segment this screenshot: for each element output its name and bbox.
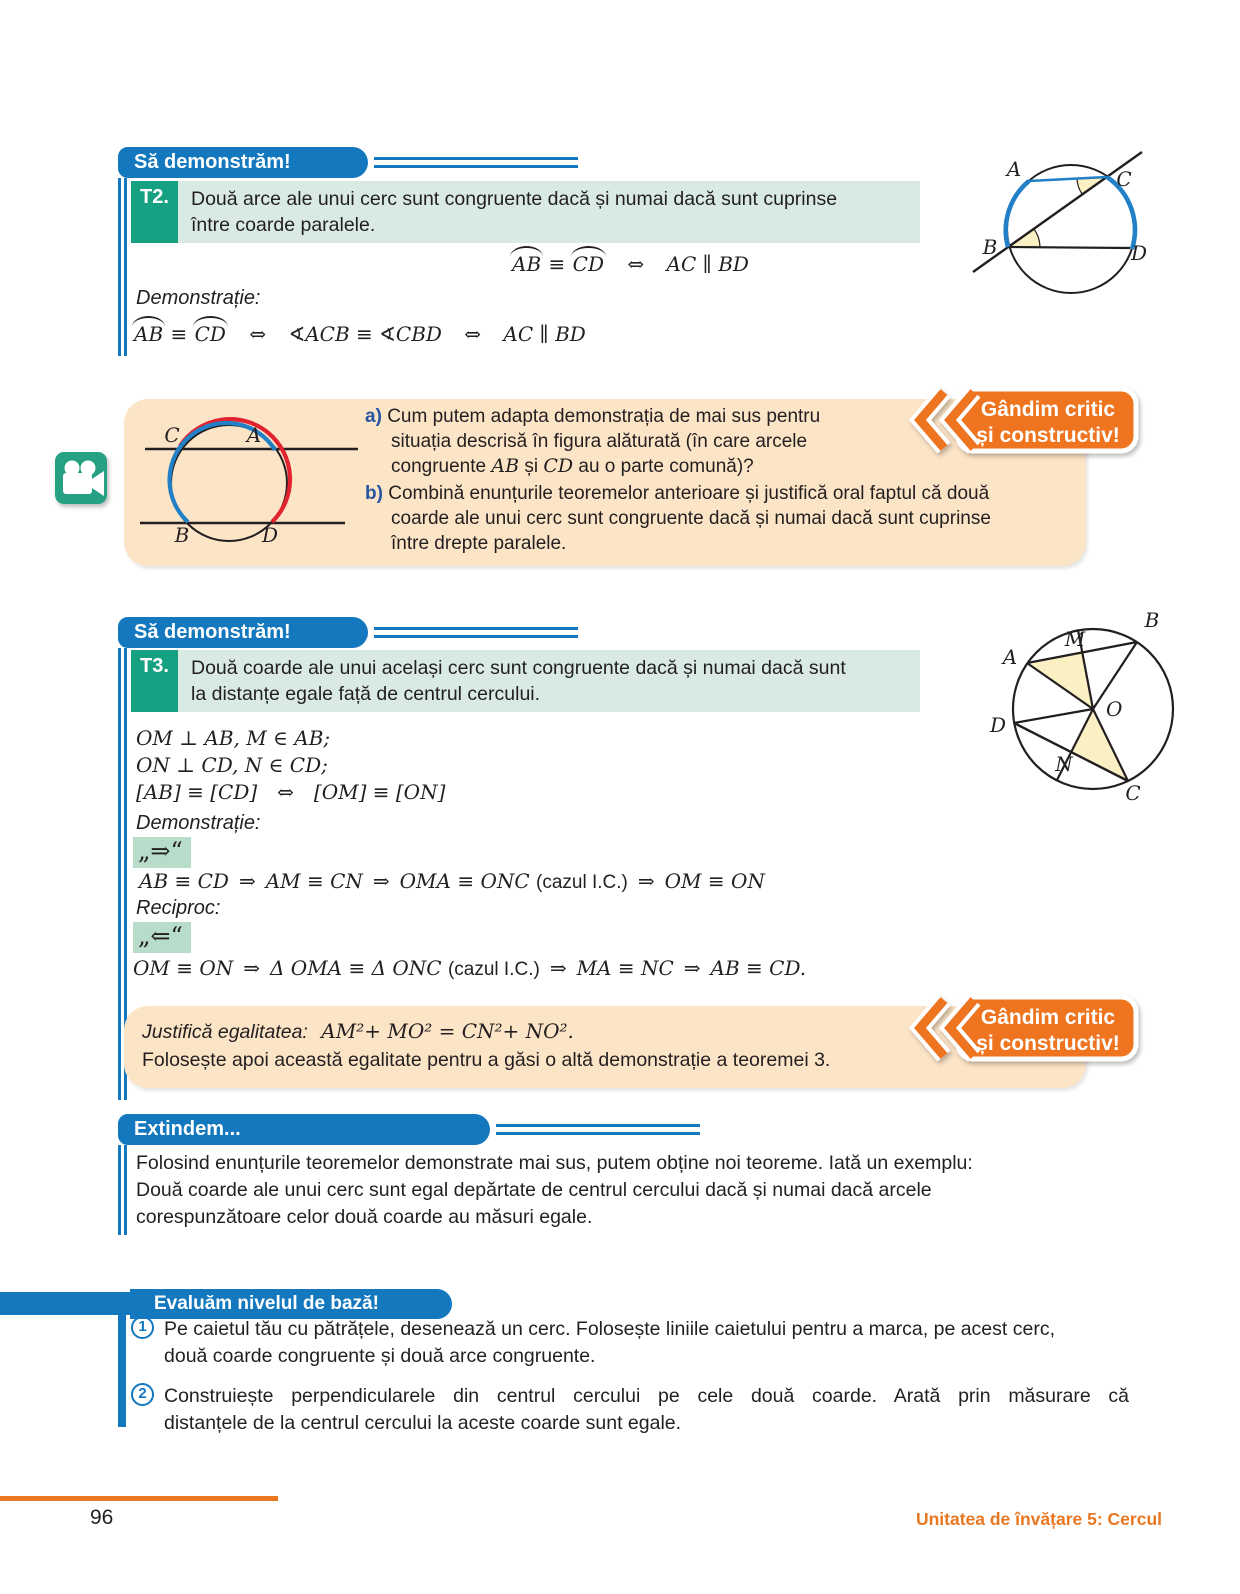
header-decorative-line [374,157,578,168]
fig3-label-a: A [1002,645,1018,669]
arc-cd: CD [194,322,226,346]
hypothesis-line2: ON ⊥ CD, N ∈ CD; [136,753,328,777]
theorem-box-t2 [131,181,920,243]
item-b-line3: între drepte paralele. [391,533,567,554]
reciprocal-label: Reciproc: [136,897,221,919]
fig1-label-b: B [982,235,998,259]
t2-demonstration-line [133,322,586,346]
badge-line1: Gândim critic [980,1006,1116,1029]
theorem-t2-line1: Două arce ale unui cerc sunt congruente dacă și numai dacă sunt cuprinse [191,188,838,210]
theorem-t3-line1: Două coarde ale unui același cerc sunt congruente dacă și numai dacă sunt [191,657,846,679]
item-b [365,481,1080,556]
extindem-line1: Folosind enunțurile teoremelor demonstrate mai sus, putem obține noi teoreme. Iată un exemplu: [136,1152,973,1174]
fig2-label-d: D [261,523,279,547]
section-header-label: Extindem... [134,1118,241,1140]
fig2-label-b: B [174,523,190,547]
eval-item-2-line1: Construiește perpendicularele din centrul cercului pe cele două coarde. Arată prin măsurare că [164,1385,1129,1407]
fig1-label-c: C [1116,167,1132,191]
case-label: (cazul I.C.) [536,872,628,893]
fig2-label-a: A [246,423,262,447]
eval-item-1-line2: două coarde congruente și două arce congruente. [164,1345,596,1367]
video-camera-icon [55,452,107,504]
arrow-right-highlight: „⇒“ [133,837,191,868]
section-header-sa-demonstram-1 [118,147,368,178]
figure-circle-equal-distances [982,597,1197,809]
hypothesis-line1: OM ⊥ AB, M ∈ AB; [136,726,331,750]
item-a-line2: situația descrisă în figura alăturată (în care arcele [391,431,808,452]
congruent-symbol: ≡ [170,322,188,346]
section-header-extindem [118,1114,490,1145]
eval-item-2-line2: distanțele de la centrul cercului la aceste coarde sunt egale. [164,1412,682,1434]
math-part: AB ≡ CD ⇒ AM ≡ CN ⇒ OMA ≡ ONC [139,869,537,893]
section-header-label: Să demonstrăm! [134,621,291,643]
math-cd: CD [543,455,574,477]
fig1-label-d: D [1130,241,1148,265]
fig3-label-n: N [1055,752,1073,776]
hypothesis-line3: [AB] ≡ [CD] ⇔ [OM] ≡ [ON] [136,780,446,804]
demonstration-label-1: Demonstrație: [136,287,261,309]
math-part: ⇒ OM ≡ ON [627,869,765,893]
iff-symbol: ⇔ [464,322,482,346]
fig3-label-b: B [1144,608,1160,632]
gandim-critic-badge-2 [898,991,1142,1065]
arc-ab: AB [134,322,164,346]
section-vertical-rule [118,1145,127,1235]
section-header-sa-demonstram-2 [118,617,368,648]
item-a-line3-text: congruente [391,456,492,477]
parallel-statement: AC ∥ BD [503,322,586,346]
theorem-t3-line2: la distanțe egale față de centrul cercului. [191,683,541,705]
item-b-label: b) [365,483,383,504]
extindem-line3: corespunzătoare celor două coarde au măsuri egale. [136,1206,593,1228]
theorem-badge-t2: T2. [131,181,178,243]
section-vertical-rule [118,178,127,356]
item-a-line1: Cum putem adapta demonstrația de mai sus pentru [387,406,821,427]
eval-vertical-bar [118,1313,126,1427]
eval-item-1-text [164,1316,1055,1370]
section-header-label: Evaluăm nivelul de bază! [154,1293,379,1314]
badge-line2: și constructiv! [976,1032,1120,1055]
figure-circle-congruent-arcs [950,140,1150,312]
item-a-label: a) [365,406,382,427]
fig2-label-c: C [164,423,180,447]
arrow-left-highlight: „⇐“ [133,922,191,953]
figure-circle-common-arc [140,406,365,564]
fig3-label-d: D [989,713,1007,737]
chord-bd [1008,247,1130,248]
justify-instruction: Folosește apoi această egalitate pentru a găsi o altă demonstrație a teoremei 3. [142,1049,831,1071]
fig1-label-a: A [1006,157,1022,181]
direct-implication-marker [133,837,191,868]
footer-rule [0,1496,278,1501]
eval-item-2 [131,1383,1131,1437]
congruent-symbol: ≡ [548,252,566,276]
radius-od [1014,709,1093,723]
direct-proof-line [139,869,765,894]
gandim-critic-badge-1 [898,383,1142,457]
theorem-badge-t3: T3. [131,650,178,712]
parallel-statement: AC ∥ BD [666,252,749,276]
pythagoras-equality: AM²+ MO² = CN²+ NO². [321,1019,574,1043]
item-a-line3-text: și [519,456,544,477]
theorem-statement-t2 [178,181,837,243]
t2-formula [300,252,960,276]
item-a-line3 [365,454,1080,479]
page-number: 96 [90,1506,114,1529]
extindem-paragraph [136,1150,1126,1231]
item-a-line3-text: au o parte comună)? [573,456,754,477]
justify-equality-line [142,1019,574,1044]
header-decorative-line [374,627,578,638]
badge-line1: Gândim critic [980,398,1116,421]
iff-symbol: ⇔ [627,252,645,276]
justify-label: Justifică egalitatea: [142,1021,308,1043]
eval-item-1-line1: Pe caietul tău cu pătrățele, desenează un cerc. Folosește liniile caietului pentru a marca, pe acest cerc, [164,1318,1055,1340]
extindem-line2: Două coarde ale unui cerc sunt egal depărtate de centrul cercului dacă și numai dacă arcele [136,1179,932,1201]
arc-ab: AB [512,252,542,276]
reciprocal-proof-line [133,956,806,981]
arc-cd: CD [572,252,605,276]
eval-item-1 [131,1316,1131,1370]
reverse-implication-marker [133,922,191,953]
item-b-line1: Combină enunțurile teoremelor anterioare și justifică oral faptul că două [388,483,990,504]
theorem-box-t3 [131,650,920,712]
theorem-statement-t3 [178,650,846,712]
footer-chapter-title: Unitatea de învățare 5: Cercul [915,1509,1162,1529]
math-part: ⇒ MA ≡ NC ⇒ AB ≡ CD. [539,956,807,980]
item-number-1: 1 [131,1316,154,1339]
section-header-label: Să demonstrăm! [134,151,291,173]
theorem-t2-line2: între coarde paralele. [191,214,376,236]
section-header-evaluam [130,1289,452,1319]
math-ab: AB [491,455,520,477]
demonstration-label-2: Demonstrație: [136,812,261,834]
case-label: (cazul I.C.) [447,959,540,980]
badge-line2: și constructiv! [976,424,1120,447]
eval-item-2-text [164,1383,1129,1437]
fig3-label-o: O [1106,697,1123,721]
header-decorative-line [496,1124,700,1135]
item-b-line2: coarde ale unui cerc sunt congruente dacă și numai dacă sunt cuprinse [391,508,991,529]
iff-symbol: ⇔ [249,322,267,346]
math-part: OM ≡ ON ⇒ Δ OMA ≡ Δ ONC [133,956,448,980]
fig3-label-m: M [1064,627,1086,651]
fig3-label-c: C [1125,781,1141,805]
angle-congruence: ∢ACB ≡ ∢CBD [288,322,442,346]
item-number-2: 2 [131,1383,154,1406]
